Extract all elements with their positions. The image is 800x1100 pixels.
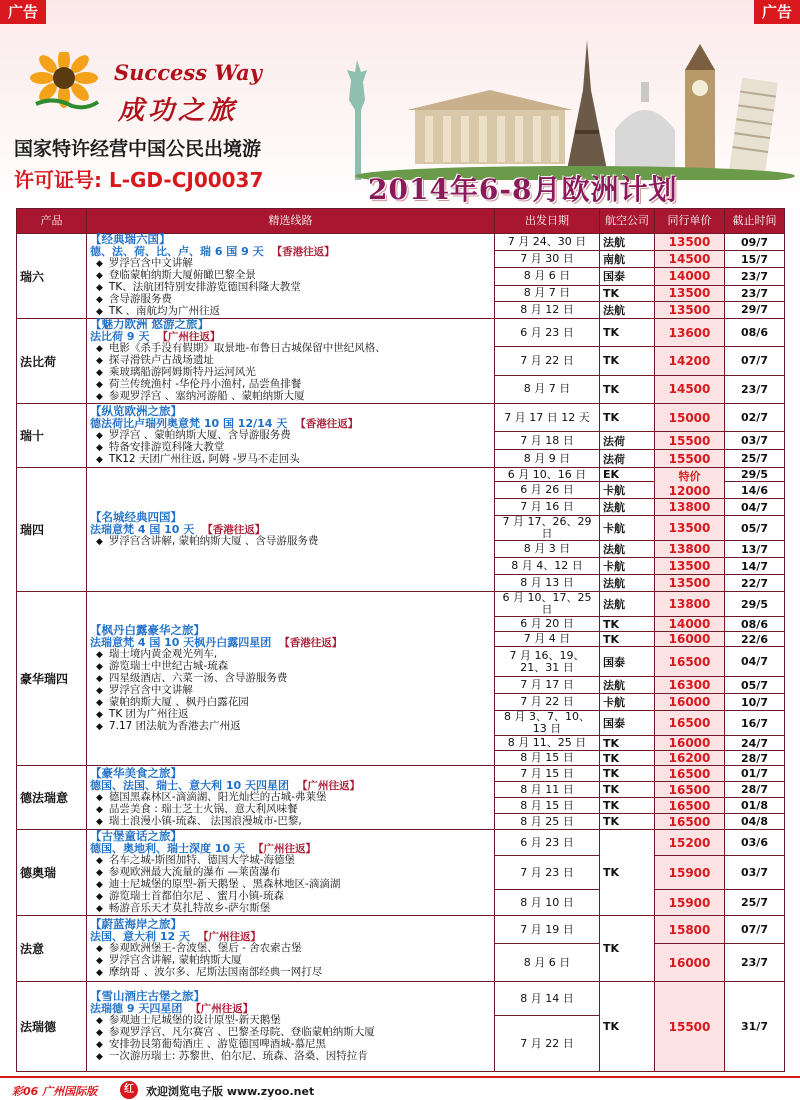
route-title: 法瑞德 9 天四星团 — [90, 1001, 183, 1015]
deadline: 05/7 — [725, 516, 785, 541]
departure-date: 8 月 15 日 — [495, 751, 600, 766]
departure-date: 6 月 23 日 — [495, 319, 600, 347]
airline: 法航 — [600, 541, 655, 558]
airline: 法航 — [600, 499, 655, 516]
price: 16000 — [655, 694, 725, 711]
deadline: 25/7 — [725, 890, 785, 916]
route-highlight: ◆ 游览瑞士中世纪古城-琉森 — [90, 661, 491, 673]
deadline: 23/7 — [725, 285, 785, 301]
route-highlight: ◆ 德国黑森林区-滴滴湖、阳光灿烂的古城-弗莱堡 — [90, 792, 491, 804]
route-highlight: ◆ 荷兰传统渔村 -华伦丹小渔村, 品尝鱼排餐 — [90, 379, 491, 391]
price: 15900 — [655, 890, 725, 916]
deadline: 28/7 — [725, 751, 785, 766]
deadline: 23/7 — [725, 268, 785, 285]
newspaper-logo-icon: 红 — [120, 1081, 138, 1099]
route-highlight: ◆ TK 团为广州往返 — [90, 709, 491, 721]
price: 13600 — [655, 319, 725, 347]
airline: 卡航 — [600, 482, 655, 499]
departure-date: 7 月 16、19、21、31 日 — [495, 647, 600, 677]
departure-date: 6 月 10、16 日 — [495, 468, 600, 482]
route-highlight: ◆ 登临蒙帕纳斯大厦俯瞰巴黎全景 — [90, 270, 491, 282]
route-tag: 【纵览欧洲之旅】 — [90, 403, 182, 418]
departure-row — [17, 404, 785, 432]
departure-row — [17, 766, 785, 782]
route-description — [87, 319, 495, 404]
price: 13800 — [655, 592, 725, 617]
route-highlight: ◆ 罗浮宫含讲解, 蒙帕纳斯大厦 、含导游服务费 — [90, 536, 491, 548]
departure-date: 7 月 16 日 — [495, 499, 600, 516]
departure-row — [17, 916, 785, 944]
airline: TK — [600, 375, 655, 403]
header-banner — [0, 0, 800, 208]
deadline: 03/7 — [725, 432, 785, 450]
airline: 南航 — [600, 251, 655, 268]
price: 16000 — [655, 736, 725, 751]
departure-date: 8 月 7 日 — [495, 285, 600, 301]
price — [655, 468, 725, 499]
route-tag: 【古堡童话之旅】 — [90, 828, 182, 843]
departure-date: 8 月 6 日 — [495, 944, 600, 982]
route-description — [87, 916, 495, 982]
airline: TK — [600, 347, 655, 375]
route-highlight: ◆ 罗浮宫 、蒙帕纳斯大厦、含导游服务费 — [90, 430, 491, 442]
departure-date: 8 月 14 日 — [495, 982, 600, 1016]
departure-date: 8 月 11 日 — [495, 782, 600, 798]
deadline: 24/7 — [725, 736, 785, 751]
deadline: 15/7 — [725, 251, 785, 268]
departure-date: 8 月 4、12 日 — [495, 558, 600, 575]
departure-date: 8 月 25 日 — [495, 814, 600, 830]
departure-date: 7 月 24、30 日 — [495, 234, 600, 251]
special-price-label: 特价 — [678, 470, 701, 483]
col-header-route: 精选线路 — [87, 209, 495, 234]
departure-date: 7 月 22 日 — [495, 347, 600, 375]
airline: TK — [600, 766, 655, 782]
deadline: 23/7 — [725, 375, 785, 403]
table-header-row — [17, 209, 785, 234]
deadline: 10/7 — [725, 694, 785, 711]
route-port: 【香港往返】 — [271, 246, 335, 258]
route-highlight: ◆ 参观迪士尼城堡的设计原型-新天鹅堡 — [90, 1015, 491, 1027]
deadline: 13/7 — [725, 541, 785, 558]
route-highlight: ◆ 参观欧洲最大流量的瀑布 —莱茵瀑布 — [90, 867, 491, 879]
route-title: 德国、奥地利、瑞士深度 10 天 — [90, 841, 245, 855]
route-tag: 【雪山酒庄古堡之旅】 — [90, 988, 205, 1003]
airline: TK — [600, 285, 655, 301]
departure-date: 8 月 15 日 — [495, 798, 600, 814]
route-highlight: ◆ 四星级酒店、六菜一汤、含导游服务费 — [90, 673, 491, 685]
airline: TK — [600, 830, 655, 916]
col-header-date: 出发日期 — [495, 209, 600, 234]
departure-date: 6 月 23 日 — [495, 830, 600, 856]
route-tag: 【经典瑞六国】 — [90, 232, 171, 246]
departure-row — [17, 830, 785, 856]
departure-date: 7 月 4 日 — [495, 632, 600, 647]
price: 13500 — [655, 234, 725, 251]
airline: TK — [600, 814, 655, 830]
ad-label-right: 广告 — [754, 0, 800, 24]
product-name: 法比荷 — [17, 319, 87, 404]
route-highlight: ◆ 蒙帕纳斯大厦 、枫丹白露花园 — [90, 697, 491, 709]
ad-label-left: 广告 — [0, 0, 46, 24]
route-description — [87, 830, 495, 916]
deadline: 05/7 — [725, 677, 785, 694]
airline: EK — [600, 468, 655, 482]
product-name: 瑞四 — [17, 468, 87, 592]
deadline: 22/6 — [725, 632, 785, 647]
deadline: 03/7 — [725, 856, 785, 890]
price: 13500 — [655, 285, 725, 301]
airline: 法航 — [600, 234, 655, 251]
airline: 法荷 — [600, 450, 655, 468]
route-port: 【香港往返】 — [279, 636, 343, 649]
price: 16000 — [655, 944, 725, 982]
price: 15800 — [655, 916, 725, 944]
page-footer — [0, 1076, 800, 1100]
route-title: 法瑞意梵 4 国 10 天枫丹白露四星团 — [90, 635, 272, 649]
route-title: 德、法、荷、比、卢、瑞 6 国 9 天 — [90, 245, 264, 258]
airline: 卡航 — [600, 694, 655, 711]
airline: TK — [600, 782, 655, 798]
airline: 法航 — [600, 301, 655, 318]
route-highlight: ◆ TK、法航团特别安排游览德国科隆大教堂 — [90, 282, 491, 294]
departure-date: 7 月 23 日 — [495, 856, 600, 890]
airline: 法航 — [600, 575, 655, 592]
departure-row — [17, 468, 785, 482]
brand-english: Success Way — [114, 60, 262, 85]
product-name: 法意 — [17, 916, 87, 982]
deadline: 31/7 — [725, 982, 785, 1072]
special-price-value: 12000 — [668, 484, 711, 498]
price: 14000 — [655, 617, 725, 632]
deadline: 23/7 — [725, 944, 785, 982]
airline: 国泰 — [600, 647, 655, 677]
departure-date: 7 月 18 日 — [495, 432, 600, 450]
plan-title: 2014年6-8月欧洲计划 — [368, 173, 678, 206]
departure-row — [17, 982, 785, 1016]
route-highlight: ◆ 乘玻璃船游阿姆斯特丹运河风光 — [90, 367, 491, 379]
col-header-deadline: 截止时间 — [725, 209, 785, 234]
price: 13800 — [655, 541, 725, 558]
deadline: 29/7 — [725, 301, 785, 318]
route-highlight: ◆ 瑞士境内黄金观光列车, — [90, 649, 491, 661]
route-highlight: ◆ 含导游服务费 — [90, 294, 491, 306]
price: 16500 — [655, 798, 725, 814]
route-title: 法瑞意梵 4 国 10 天 — [90, 522, 195, 536]
route-description — [87, 468, 495, 592]
deadline: 14/7 — [725, 558, 785, 575]
deadline: 07/7 — [725, 347, 785, 375]
departure-date: 7 月 15 日 — [495, 766, 600, 782]
route-highlight: ◆ 游览瑞士首都伯尔尼 、蜜月小镇-琉森 — [90, 891, 491, 903]
page-number: 彩06 广州国际版 — [12, 1085, 98, 1098]
col-header-airline: 航空公司 — [600, 209, 655, 234]
route-highlight: ◆ 一次游历瑞士: 苏黎世、伯尔尼、琉森、洛桑、因特拉肯 — [90, 1051, 491, 1063]
route-port: 【广州往返】 — [190, 1002, 254, 1015]
departure-date: 7 月 17 日 12 天 — [495, 404, 600, 432]
airline: TK — [600, 736, 655, 751]
departure-date: 7 月 22 日 — [495, 1016, 600, 1072]
price: 13500 — [655, 516, 725, 541]
route-port: 【广州往返】 — [252, 842, 316, 855]
airline: TK — [600, 916, 655, 982]
product-name: 法瑞德 — [17, 982, 87, 1072]
deadline: 07/7 — [725, 916, 785, 944]
licensed-tagline: 国家特许经营中国公民出境游 — [14, 138, 262, 160]
route-highlight: ◆ 7.17 团法航为香港去广州返 — [90, 721, 491, 733]
deadline: 22/7 — [725, 575, 785, 592]
route-highlight: ◆ TK 、南航均为广州往返 — [90, 306, 491, 318]
route-tag: 【名城经典四国】 — [90, 509, 182, 524]
airline: 国泰 — [600, 711, 655, 736]
departure-row — [17, 592, 785, 617]
route-title: 法比荷 9 天 — [90, 330, 150, 343]
departure-date: 7 月 17 日 — [495, 677, 600, 694]
brand-chinese: 成功之旅 — [118, 96, 239, 126]
airline: TK — [600, 632, 655, 647]
route-highlight: ◆ 探寻滑铁卢古战场遗址 — [90, 355, 491, 367]
route-highlight: ◆ 瑞士浪漫小镇-琉森、 法国浪漫城市-巴黎, — [90, 816, 491, 828]
airline: TK — [600, 798, 655, 814]
deadline: 04/7 — [725, 499, 785, 516]
price: 13500 — [655, 301, 725, 318]
departure-date: 7 月 30 日 — [495, 251, 600, 268]
price: 16500 — [655, 711, 725, 736]
airline: TK — [600, 982, 655, 1072]
price: 15200 — [655, 830, 725, 856]
deadline: 04/8 — [725, 814, 785, 830]
airline: TK — [600, 617, 655, 632]
route-port: 【广州往返】 — [197, 930, 261, 943]
route-tag: 【枫丹白露豪华之旅】 — [90, 622, 205, 637]
deadline: 29/5 — [725, 468, 785, 482]
airline: TK — [600, 751, 655, 766]
departure-date: 8 月 9 日 — [495, 450, 600, 468]
route-highlight: ◆ 参观欧洲堡王-舍波堡、堡后 - 舍农索古堡 — [90, 943, 491, 955]
route-port: 【香港往返】 — [202, 523, 266, 536]
departure-date: 8 月 3 日 — [495, 541, 600, 558]
route-description — [87, 234, 495, 319]
route-highlight: ◆ 名车之城-斯图加特、德国大学城-海德堡 — [90, 855, 491, 867]
license-number: 许可证号: L-GD-CJ00037 — [14, 168, 264, 192]
airline: 卡航 — [600, 516, 655, 541]
deadline: 02/7 — [725, 404, 785, 432]
website-link[interactable]: 欢迎浏览电子版 www.zyoo.net — [146, 1085, 315, 1098]
route-description — [87, 766, 495, 830]
route-port: 【广州往返】 — [157, 331, 221, 343]
route-highlight: ◆ 畅游音乐天才莫扎特故乡-萨尔斯堡 — [90, 903, 491, 915]
price: 16300 — [655, 677, 725, 694]
deadline: 25/7 — [725, 450, 785, 468]
price: 16000 — [655, 632, 725, 647]
departure-date: 6 月 20 日 — [495, 617, 600, 632]
departure-row — [17, 234, 785, 251]
price: 16500 — [655, 647, 725, 677]
deadline: 14/6 — [725, 482, 785, 499]
airline: TK — [600, 319, 655, 347]
departure-row — [17, 319, 785, 347]
departure-date: 6 月 10、17、25 日 — [495, 592, 600, 617]
price: 15000 — [655, 404, 725, 432]
price: 16500 — [655, 814, 725, 830]
deadline: 03/6 — [725, 830, 785, 856]
deadline: 04/7 — [725, 647, 785, 677]
route-description — [87, 982, 495, 1072]
route-highlight: ◆ 参观罗浮宫、凡尔赛宫 、巴黎圣母院、登临蒙帕纳斯大厦 — [90, 1027, 491, 1039]
route-tag: 【蔚蓝海岸之旅】 — [90, 916, 182, 931]
airline: 国泰 — [600, 268, 655, 285]
price: 14500 — [655, 375, 725, 403]
price: 15500 — [655, 432, 725, 450]
airline: 法航 — [600, 592, 655, 617]
product-name: 德法瑞意 — [17, 766, 87, 830]
price: 13500 — [655, 558, 725, 575]
product-name: 瑞十 — [17, 404, 87, 468]
price: 14200 — [655, 347, 725, 375]
airline: TK — [600, 404, 655, 432]
route-highlight: ◆ 品尝美食 : 瑞士芝士火锅、意大利风味餐 — [90, 804, 491, 816]
deadline: 09/7 — [725, 234, 785, 251]
route-highlight: ◆ 特备安排游览科隆大教堂 — [90, 442, 491, 454]
price: 14000 — [655, 268, 725, 285]
route-highlight: ◆ 安排勃艮第葡萄酒庄 、游览德国啤酒城-慕尼黑 — [90, 1039, 491, 1051]
route-description — [87, 592, 495, 766]
route-highlight: ◆ 电影《杀手没有假期》取景地-布鲁日古城保留中世纪风格、 — [90, 343, 491, 355]
itinerary-table — [16, 208, 785, 1072]
product-name: 豪华瑞四 — [17, 592, 87, 766]
route-highlight: ◆ 摩纳哥 、波尔多、尼斯法国南部经典一网打尽 — [90, 967, 491, 979]
price: 15900 — [655, 856, 725, 890]
price: 14500 — [655, 251, 725, 268]
route-title: 法国、意大利 12 天 — [90, 929, 190, 943]
route-description — [87, 404, 495, 468]
departure-date: 8 月 6 日 — [495, 268, 600, 285]
departure-date: 8 月 7 日 — [495, 375, 600, 403]
departure-date: 8 月 3、7、10、13 日 — [495, 711, 600, 736]
price: 13800 — [655, 499, 725, 516]
route-port: 【香港往返】 — [295, 417, 359, 430]
departure-date: 6 月 26 日 — [495, 482, 600, 499]
departure-date: 8 月 12 日 — [495, 301, 600, 318]
deadline: 28/7 — [725, 782, 785, 798]
product-name: 瑞六 — [17, 234, 87, 319]
airline: 法荷 — [600, 432, 655, 450]
route-highlight: ◆ 罗浮宫含中文讲解 — [90, 258, 491, 270]
airline: 卡航 — [600, 558, 655, 575]
deadline: 08/6 — [725, 319, 785, 347]
route-highlight: ◆ 罗浮宫含讲解, 蒙帕纳斯大厦 — [90, 955, 491, 967]
route-highlight: ◆ 罗浮宫含中文讲解 — [90, 685, 491, 697]
col-header-price: 同行单价 — [655, 209, 725, 234]
departure-date: 7 月 22 日 — [495, 694, 600, 711]
price: 13500 — [655, 575, 725, 592]
sunflower-logo-icon — [24, 52, 104, 112]
europe-landmarks-illustration — [335, 30, 800, 180]
airline: 法航 — [600, 677, 655, 694]
deadline: 01/8 — [725, 798, 785, 814]
deadline: 16/7 — [725, 711, 785, 736]
route-tag: 【魅力欧洲 悠游之旅】 — [90, 317, 210, 331]
route-title: 德国、法国、瑞士、意大利 10 天四星团 — [90, 778, 289, 792]
col-header-product: 产品 — [17, 209, 87, 234]
route-tag: 【豪华美食之旅】 — [90, 765, 182, 780]
departure-date: 8 月 11、25 日 — [495, 736, 600, 751]
departure-date: 8 月 13 日 — [495, 575, 600, 592]
price: 15500 — [655, 450, 725, 468]
deadline: 29/5 — [725, 592, 785, 617]
route-highlight: ◆ 迪士尼城堡的原型-新天鹅堡 、黑森林地区-滴滴湖 — [90, 879, 491, 891]
departure-date: 7 月 17、26、29 日 — [495, 516, 600, 541]
product-name: 德奥瑞 — [17, 830, 87, 916]
price: 16200 — [655, 751, 725, 766]
departure-date: 7 月 19 日 — [495, 916, 600, 944]
deadline: 08/6 — [725, 617, 785, 632]
route-title: 德法荷比卢瑞列奥意梵 10 国 12/14 天 — [90, 416, 288, 430]
route-highlight: ◆ TK12 天团广州往返, 阿姆 -罗马不走回头 — [90, 454, 491, 466]
price: 15500 — [655, 982, 725, 1072]
route-highlight: ◆ 参观罗浮宫 、塞纳河游船 、蒙帕纳斯大厦 — [90, 391, 491, 403]
price: 16500 — [655, 782, 725, 798]
price: 16500 — [655, 766, 725, 782]
departure-date: 8 月 10 日 — [495, 890, 600, 916]
deadline: 01/7 — [725, 766, 785, 782]
route-port: 【广州往返】 — [296, 779, 360, 792]
